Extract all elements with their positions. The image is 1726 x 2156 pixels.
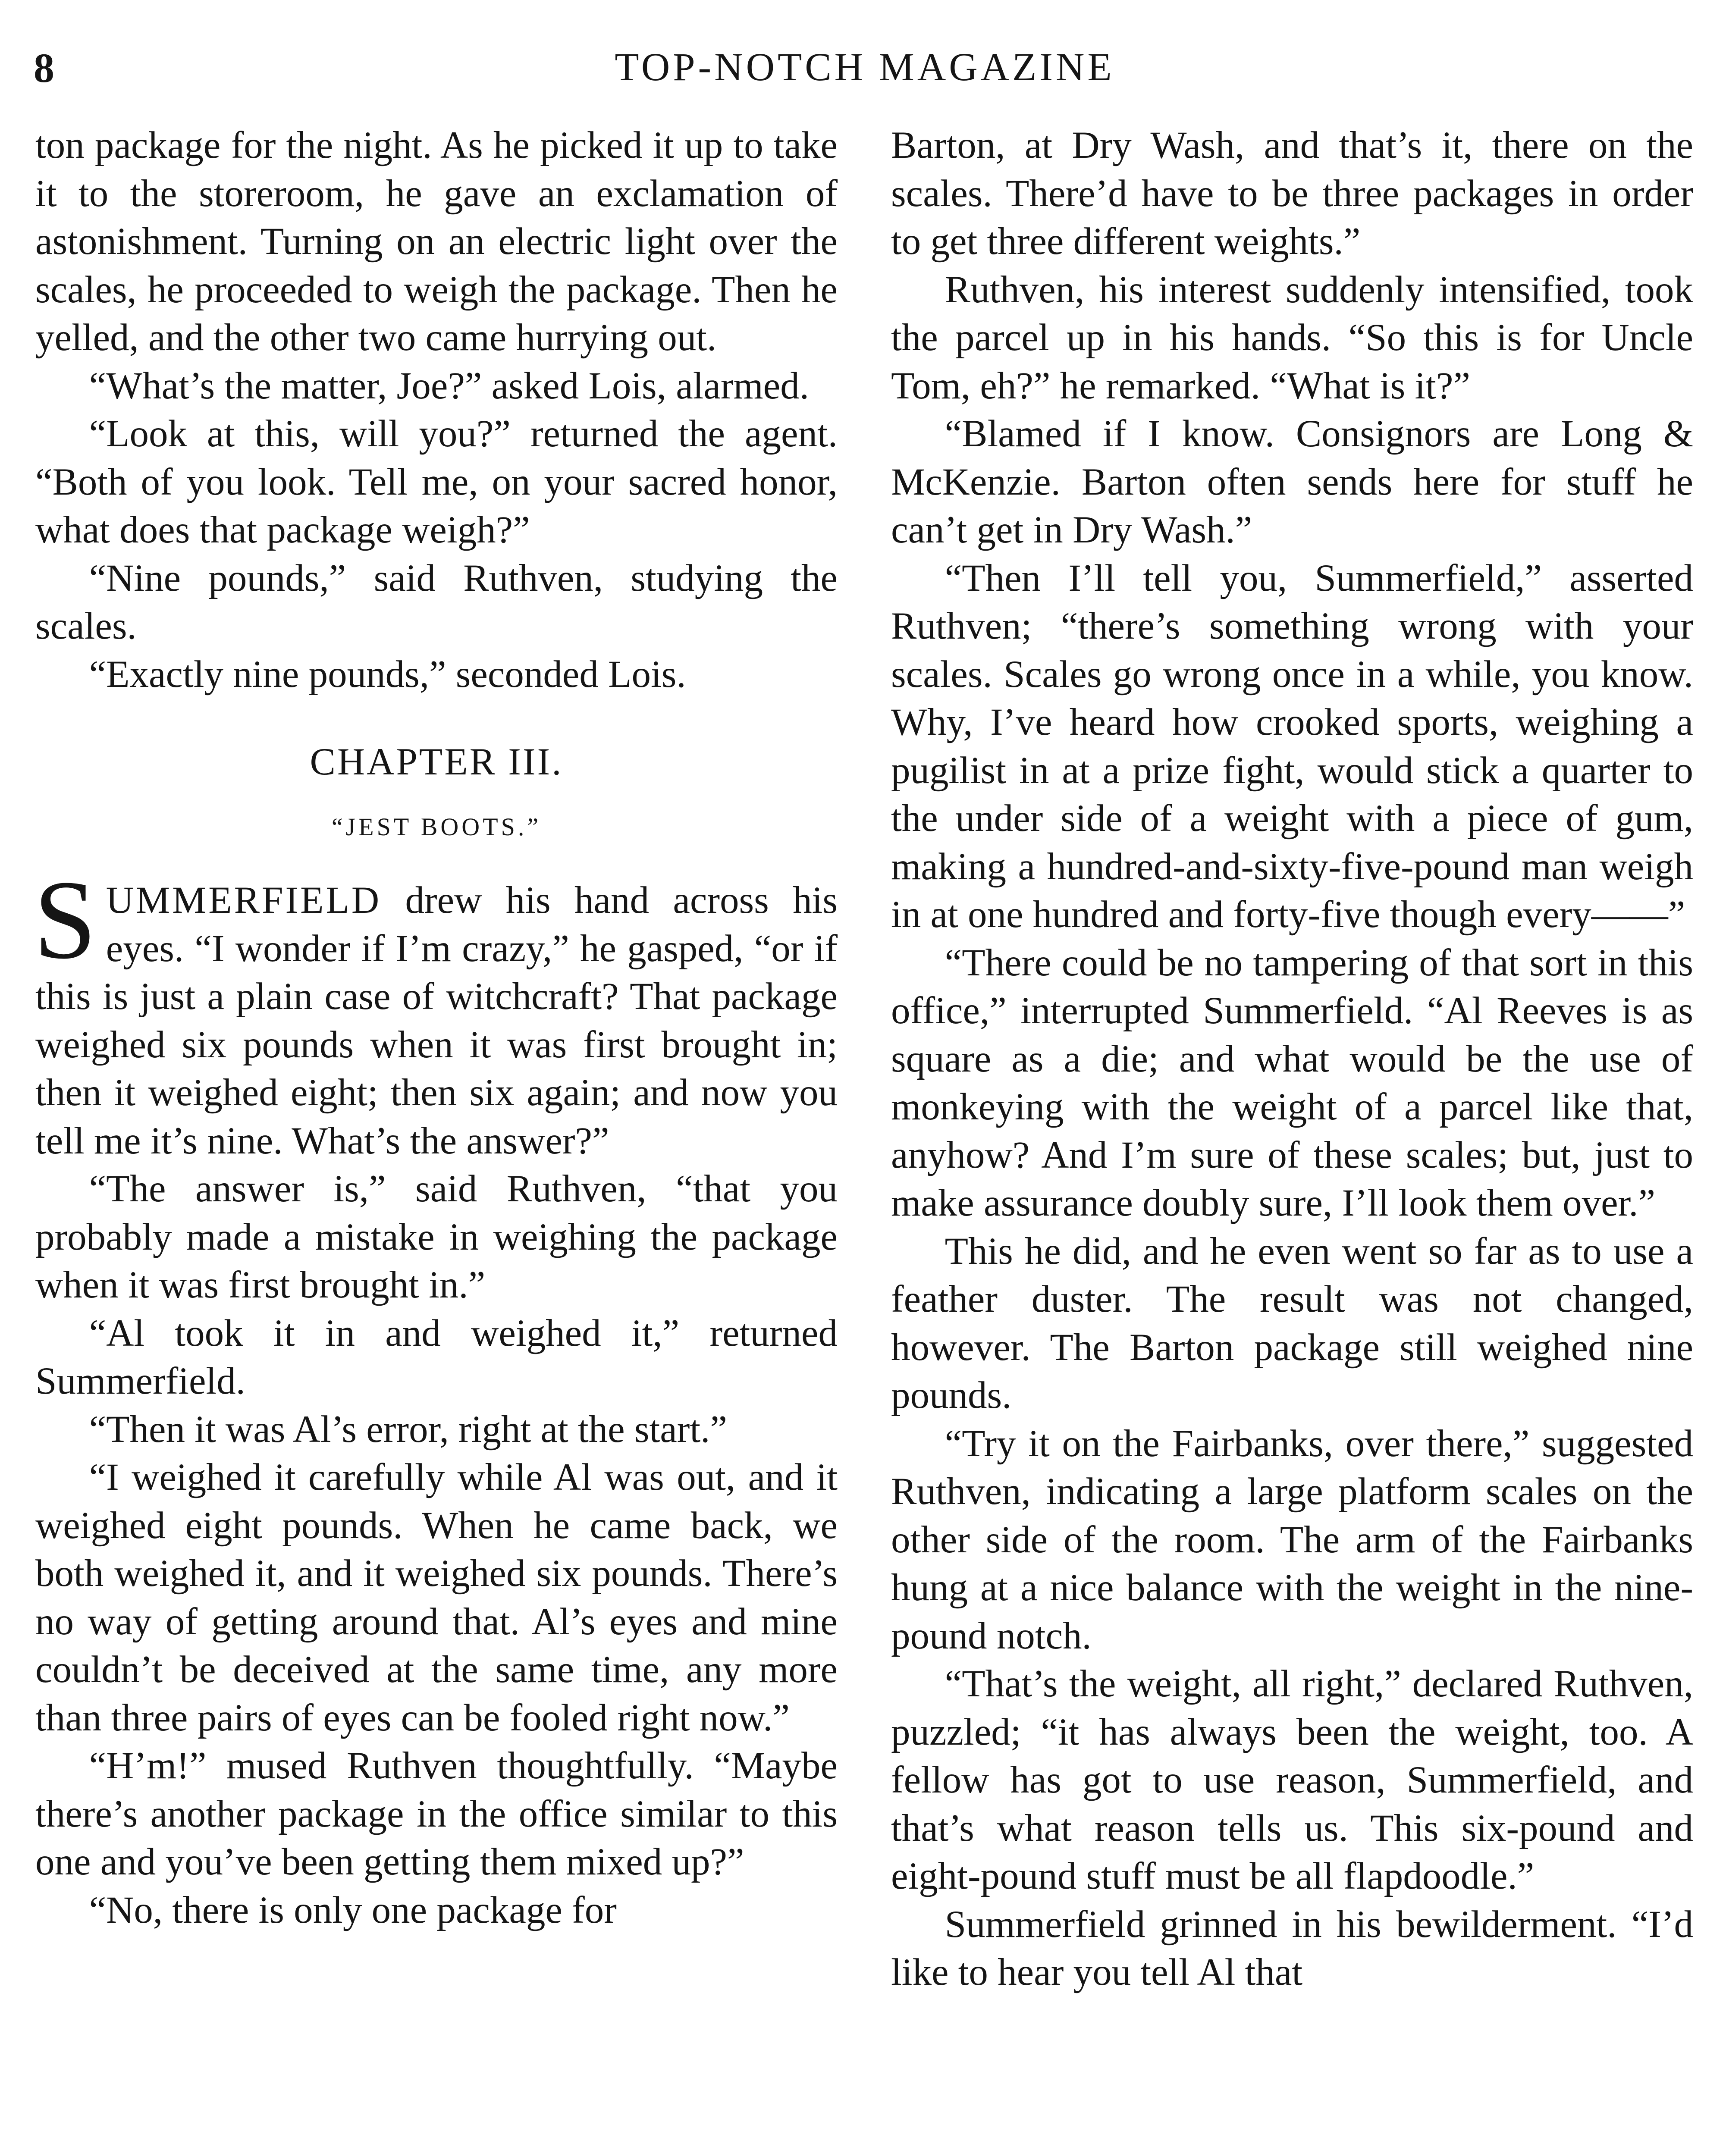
chapter-opening-paragraph — [34, 857, 838, 1165]
paragraph: Barton, at Dry Wash, and that’s it, there on the scales. There’d have to be three packages in order to get three different weights.” — [891, 124, 1693, 263]
paragraph: “Then it was Al’s error, right at the start.” — [89, 1408, 727, 1451]
chapter-title: CHAPTER III. — [310, 741, 563, 783]
paragraph: “Try it on the Fairbanks, over there,” suggested Ruthven, indicating a large platform scales on the other side of the room. The arm of the Fairbanks hung at a nice balance with the weight in the nine-pound notch. — [891, 1422, 1693, 1657]
paragraph: “I weighed it carefully while Al was out, and it weighed eight pounds. When he came back, we both weighed it, and it weighed six pounds. There’s no way of getting around that. Al’s eyes and mine couldn’t be deceived at the same time, any more than three pairs of eyes can be fooled right now.” — [35, 1456, 838, 1739]
running-title: TOP-NOTCH MAGAZINE — [615, 45, 1115, 89]
drop-cap: S — [34, 857, 97, 982]
page-header — [30, 34, 1699, 95]
paragraph: “What’s the matter, Joe?” asked Lois, alarmed. — [89, 364, 810, 407]
paragraph: “No, there is only one package for — [89, 1889, 617, 1931]
paragraph: “Al took it in and weighed it,” returned Summerfield. — [35, 1312, 838, 1402]
paragraph: “Nine pounds,” said Ruthven, studying the scales. — [35, 557, 838, 647]
paragraph: “Exactly nine pounds,” seconded Lois. — [89, 653, 686, 696]
paragraph: Ruthven, his interest suddenly intensified, took the parcel up in his hands. “So this is for Uncle Tom, eh?” he remarked. “What is it?” — [891, 268, 1693, 407]
paragraph: ton package for the night. As he picked it up to take it to the storeroom, he gave an exclamation of astonishment. Turning on an electric light over the scales, he proceeded to weigh the package. Then he yelled, and the other two came hurrying out. — [35, 124, 838, 359]
chapter-subtitle: “JEST BOOTS.” — [331, 812, 542, 841]
paragraph: “Blamed if I know. Consignors are Long & McKenzie. Barton often sends here for stuff he can’t get in Dry Wash.” — [891, 413, 1693, 551]
paragraph: “There could be no tampering of that sort in this office,” interrupted Summerfield. “Al Reeves is as square as a die; and what would be the use of monkeying with the weight of a parcel like that, anyhow? And I’m sure of these scales; but, just to make assurance doubly sure, I’ll look them over.” — [891, 941, 1693, 1224]
paragraph: “The answer is,” said Ruthven, “that you probably made a mistake in weighing the package when it was first brought in.” — [35, 1168, 838, 1306]
paragraph: “Look at this, will you?” returned the agent. “Both of you look. Tell me, on your sacred honor, what does that package weigh?” — [35, 413, 838, 551]
left-column — [35, 122, 838, 1934]
small-caps-word: UMMERFIELD — [106, 879, 382, 921]
paragraph: Summerfield grinned in his bewilderment. “I’d like to hear you tell Al that — [891, 1903, 1693, 1993]
paragraph-text: drew his hand across his eyes. “I wonder if I’m crazy,” he gasped, “or if this is just a plain case of witchcraft? That package weighed six pounds when it was first brought in; then it weighed eight; then six again; and now you tell me it’s nine. What’s the answer?” — [35, 879, 838, 1162]
paragraph: “That’s the weight, all right,” declared Ruthven, puzzled; “it has always been the weight, too. A fellow has got to use reason, Summerfield, and that’s what reason tells us. This six-pound and eight-pound stuff must be all flapdoodle.” — [891, 1663, 1693, 1897]
paragraph: This he did, and he even went so far as to use a feather duster. The result was not changed, however. The Barton package still weighed nine pounds. — [891, 1230, 1693, 1416]
page-number: 8 — [34, 45, 55, 91]
paragraph: “Then I’ll tell you, Summerfield,” asserted Ruthven; “there’s something wrong with your scales. Scales go wrong once in a while, you know. Why, I’ve heard how crooked sports, weighing a pugilist in at a prize fight, would stick a quarter to the under side of a weight with a piece of gum, making a hundred-and-sixty-five-pound man weigh in at one hundred and forty-five though every——” — [891, 557, 1693, 936]
right-column — [891, 122, 1693, 1997]
paragraph: “H’m!” mused Ruthven thoughtfully. “Maybe there’s another package in the office similar to this one and you’ve been getting them mixed up?” — [35, 1745, 838, 1883]
